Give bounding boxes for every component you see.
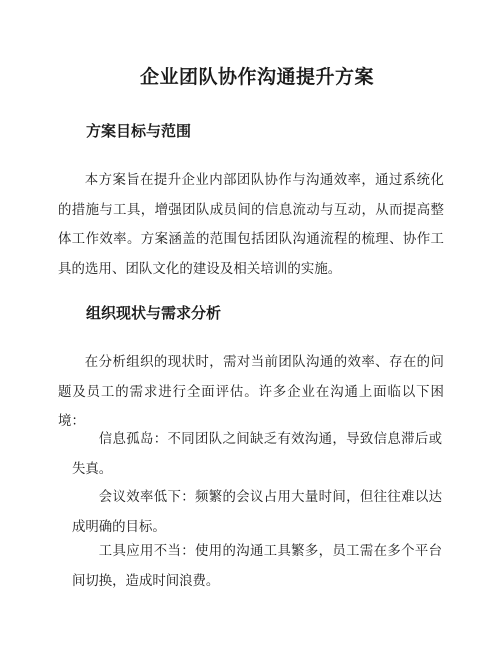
section-analysis-paragraph: 在分析组织的现状时，需对当前团队沟通的效率、存在的问题及员工的需求进行全面评估。许多企业在沟通上面临以下困境：	[58, 355, 444, 429]
list-item-meeting-efficiency: 会议效率低下：频繁的会议占用大量时间，但往往难以达成明确的目标。	[72, 490, 442, 535]
list-item-tool-usage: 工具应用不当：使用的沟通工具繁多，员工需在多个平台间切换，造成时间浪费。	[72, 544, 442, 589]
document-title: 企业团队协作沟通提升方案	[139, 66, 374, 88]
section-goals-paragraph: 本方案旨在提升企业内部团队协作与沟通效率，通过系统化的措施与工具，增强团队成员间的信息流动与互动，从而提高整体工作效率。方案涵盖的范围包括团队沟通流程的梳理、协作工具的选用、团队文化的建设及相关培训的实施。	[58, 173, 444, 277]
section-heading-analysis: 组织现状与需求分析	[86, 304, 222, 322]
list-item-info-silo: 信息孤岛：不同团队之间缺乏有效沟通，导致信息滞后或失真。	[72, 432, 442, 477]
section-heading-goals: 方案目标与范围	[86, 122, 192, 140]
